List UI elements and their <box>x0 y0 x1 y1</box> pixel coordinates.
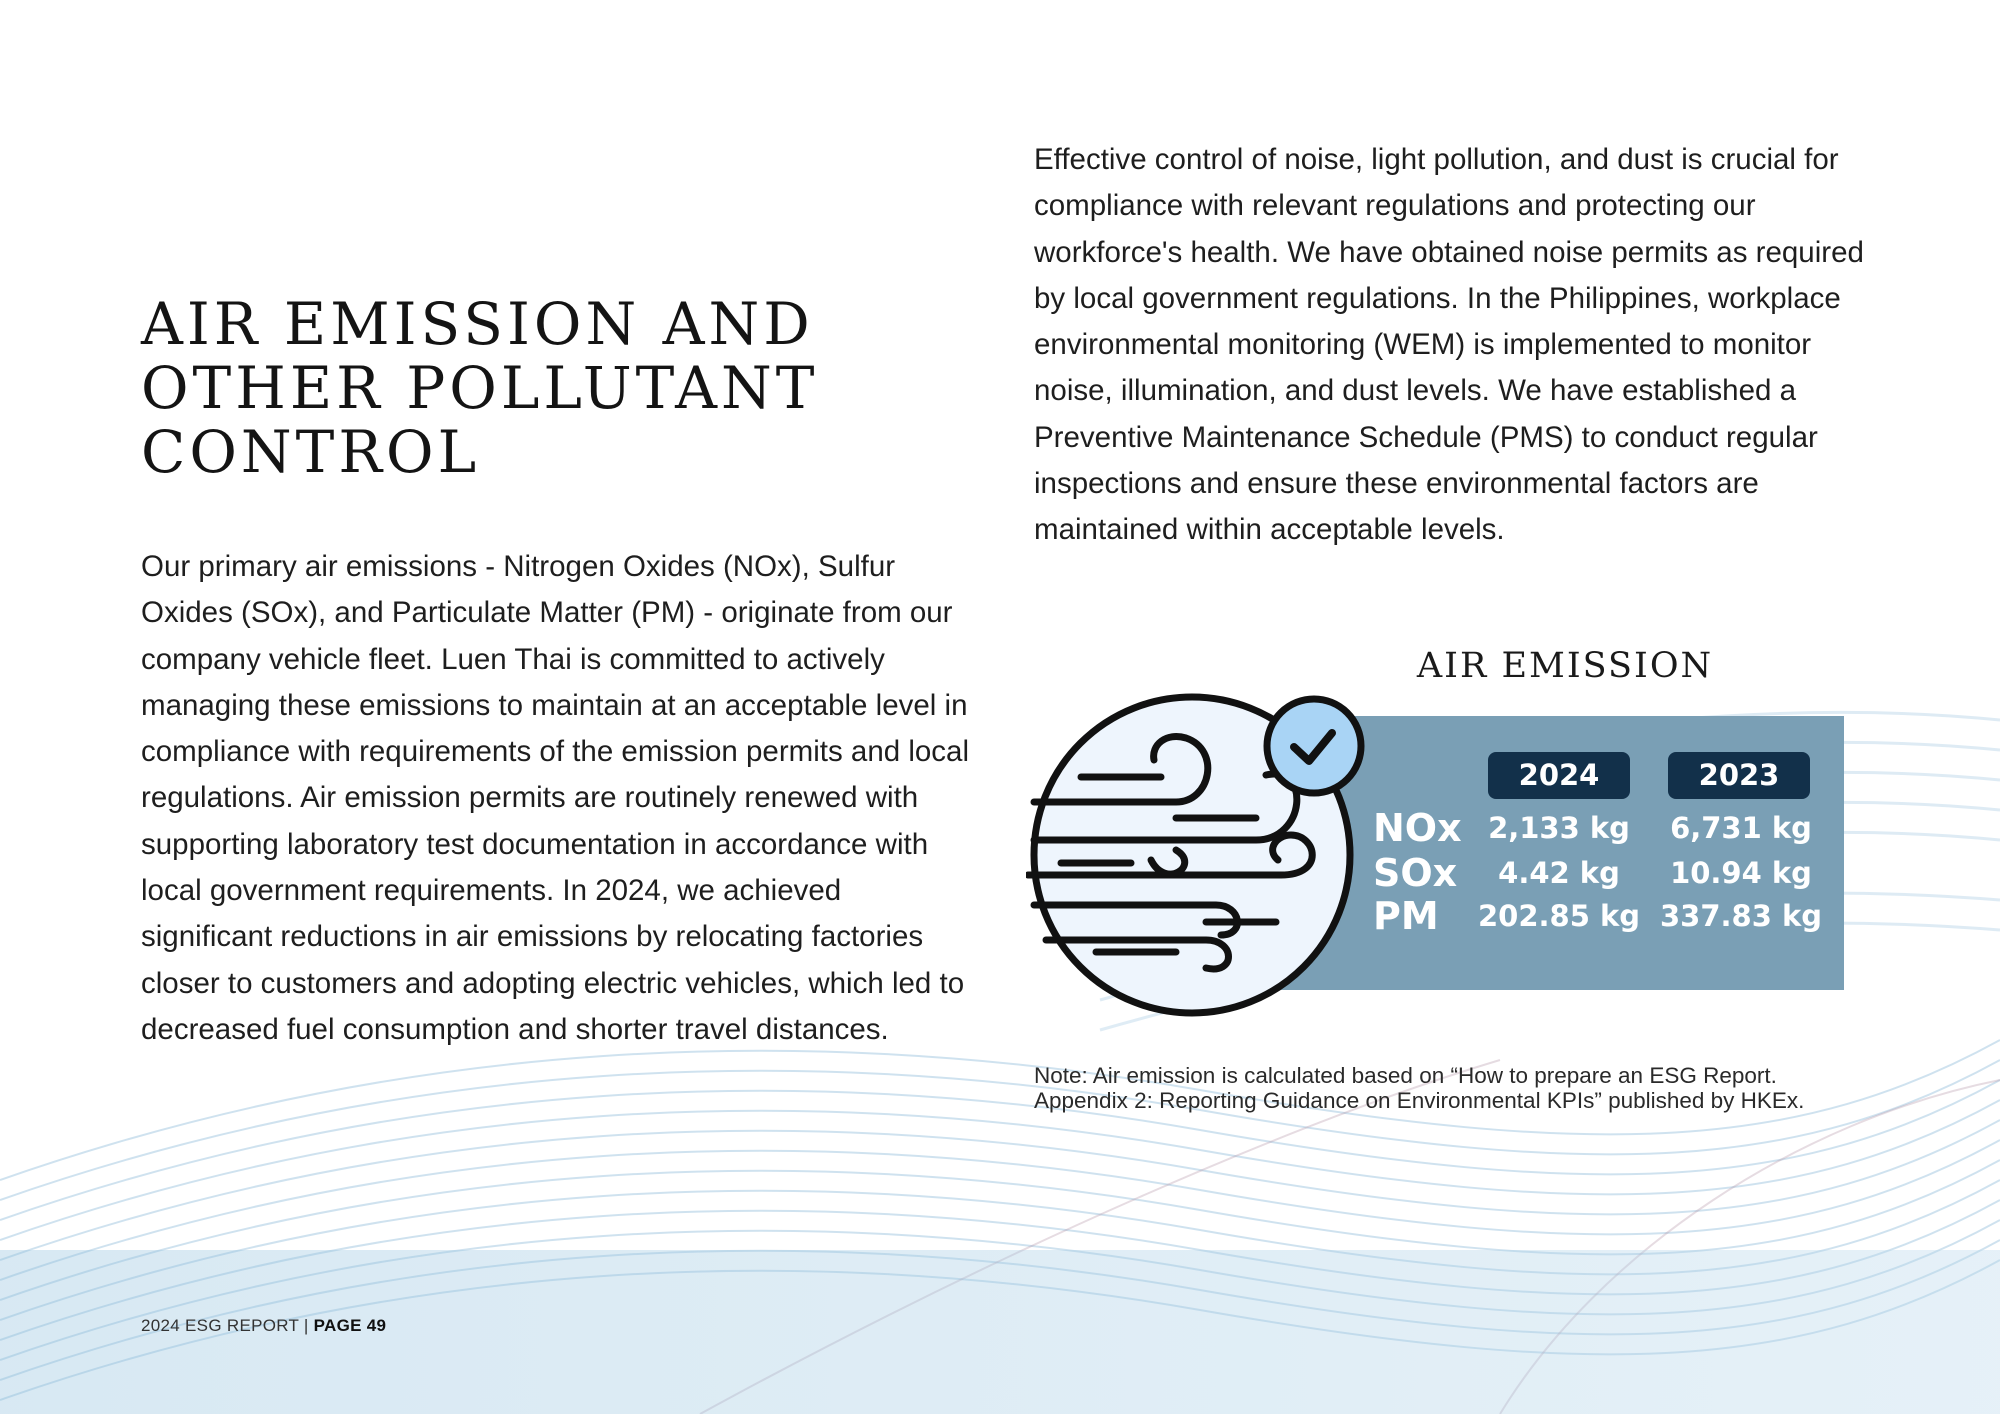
row-label-nox: NOx <box>1373 806 1462 850</box>
sox-value-2024: 4.42 kg <box>1498 856 1620 890</box>
calculation-note: Note: Air emission is calculated based on “How to prepare an ESG Report. Appendix 2: Reporting Guidance on Environmental KPIs” published by HKEx. <box>1034 1063 1805 1113</box>
sox-value-2023: 10.94 kg <box>1670 856 1812 890</box>
infographic-title: AIR EMISSION <box>1416 646 1714 686</box>
title-line-1: AIR EMISSION AND <box>141 290 814 358</box>
pm-value-2024: 202.85 kg <box>1477 899 1641 933</box>
page-title <box>141 292 961 484</box>
year-badge-2024: 2024 <box>1488 752 1630 799</box>
row-label-pm: PM <box>1373 894 1439 938</box>
nox-value-2024: 2,133 kg <box>1488 811 1630 845</box>
pm-value-2023: 337.83 kg <box>1659 899 1823 933</box>
page-footer <box>141 1316 386 1336</box>
noise-dust-paragraph: Effective control of noise, light pollution, and dust is crucial for compliance with relevant regulations and protecting our workforce's health. We have obtained noise permits as required by local government regulations. In the Philippines, workplace environmental monitoring (WEM) is implemented to monitor noise, illumination, and dust levels. We have established a Preventive Maintenance Schedule (PMS) to conduct regular inspections and ensure these environmental factors are maintained within acceptable levels. <box>1034 143 1864 547</box>
year-badge-2023: 2023 <box>1668 752 1810 799</box>
title-line-2: OTHER POLLUTANT <box>141 354 819 422</box>
wind-check-icon <box>1026 690 1371 1020</box>
footer-report-label: 2024 ESG REPORT | <box>141 1316 314 1335</box>
air-emission-paragraph: Our primary air emissions - Nitrogen Oxides (NOx), Sulfur Oxides (SOx), and Particulate Matter (PM) - originate from our company vehicle fleet. Luen Thai is committed to actively managing these emissions to maintain at an acceptable level in compliance with requirements of the emission permits and local regulations. Air emission permits are routinely renewed with supporting laboratory test documentation in accordance with local government requirements. In 2024, we achieved significant reductions in air emissions by relocating factories closer to customers and adopting electric vehicles, which led to decreased fuel consumption and shorter travel distances. <box>141 550 970 1046</box>
title-line-3: CONTROL <box>141 418 481 486</box>
nox-value-2023: 6,731 kg <box>1670 811 1812 845</box>
footer-page-number: PAGE 49 <box>313 1316 387 1335</box>
row-label-sox: SOx <box>1373 851 1458 895</box>
